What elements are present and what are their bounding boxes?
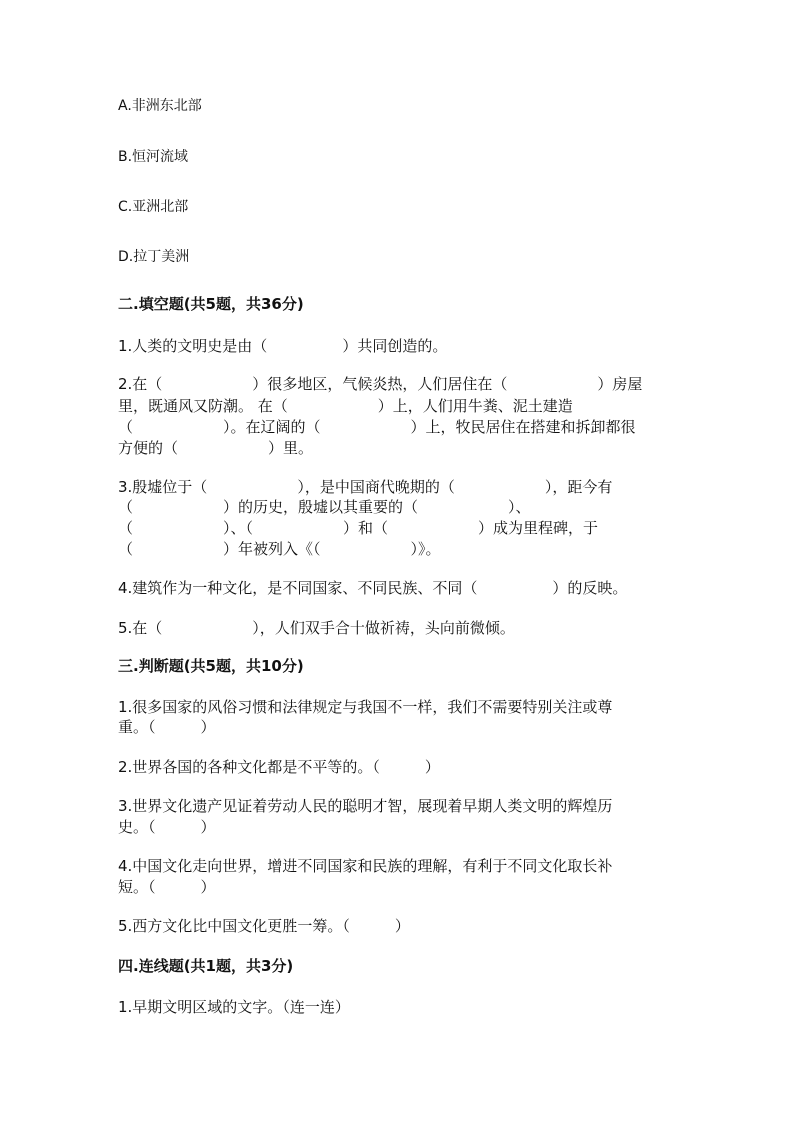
fill-question-2-line-1: 2.在（ ）很多地区，气候炎热，人们居住在（ ）房屋: [118, 375, 643, 393]
fill-question-3-line-1: 3.殷墟位于（ ），是中国商代晚期的（ ），距今有: [118, 478, 613, 496]
option-a: A.非洲东北部: [118, 98, 202, 114]
fill-question-2-line-2: 里，既通风又防潮。 在（ ）上，人们用牛粪、泥土建造: [118, 397, 573, 415]
judge-question-3-line-2: 史。（ ）: [118, 818, 216, 836]
fill-question-3-line-4: （ ）年被列入《（ ）》。: [118, 540, 441, 558]
section-heading-true-false: 三.判断题(共5题，共10分): [118, 657, 304, 675]
fill-question-1: 1.人类的文明史是由（ ）共同创造的。: [118, 337, 448, 355]
fill-question-2-line-3: （ ）。在辽阔的（ ）上，牧民居住在搭建和拆卸都很: [118, 418, 636, 436]
section-heading-matching: 四.连线题(共1题，共3分): [118, 957, 294, 975]
judge-question-2: 2.世界各国的各种文化都是不平等的。（ ）: [118, 758, 440, 776]
section-heading-fill-in: 二.填空题(共5题，共36分): [118, 295, 304, 313]
judge-question-4-line-2: 短。（ ）: [118, 878, 216, 896]
option-c: C.亚洲北部: [118, 199, 189, 215]
judge-question-1-line-1: 1.很多国家的风俗习惯和法律规定与我国不一样，我们不需要特别关注或尊: [118, 698, 613, 716]
fill-question-4: 4.建筑作为一种文化，是不同国家、不同民族、不同（ ）的反映。: [118, 579, 628, 597]
fill-question-3-line-2: （ ）的历史，殷墟以其重要的（ ）、: [118, 498, 531, 516]
option-d: D.拉丁美洲: [118, 249, 190, 265]
judge-question-4-line-1: 4.中国文化走向世界，增进不同国家和民族的理解，有利于不同文化取长补: [118, 857, 613, 875]
fill-question-2-line-4: 方便的（ ）里。: [118, 439, 314, 457]
option-b: B.恒河流域: [118, 149, 189, 165]
fill-question-5: 5.在（ ），人们双手合十做祈祷，头向前微倾。: [118, 619, 515, 637]
matching-question-1: 1.早期文明区域的文字。（连一连）: [118, 998, 350, 1016]
judge-question-1-line-2: 重。（ ）: [118, 718, 216, 736]
fill-question-3-line-3: （ ）、（ ）和（ ）成为里程碑，于: [118, 519, 599, 537]
judge-question-5: 5.西方文化比中国文化更胜一筹。（ ）: [118, 917, 410, 935]
judge-question-3-line-1: 3.世界文化遗产见证着劳动人民的聪明才智，展现着早期人类文明的辉煌历: [118, 797, 613, 815]
